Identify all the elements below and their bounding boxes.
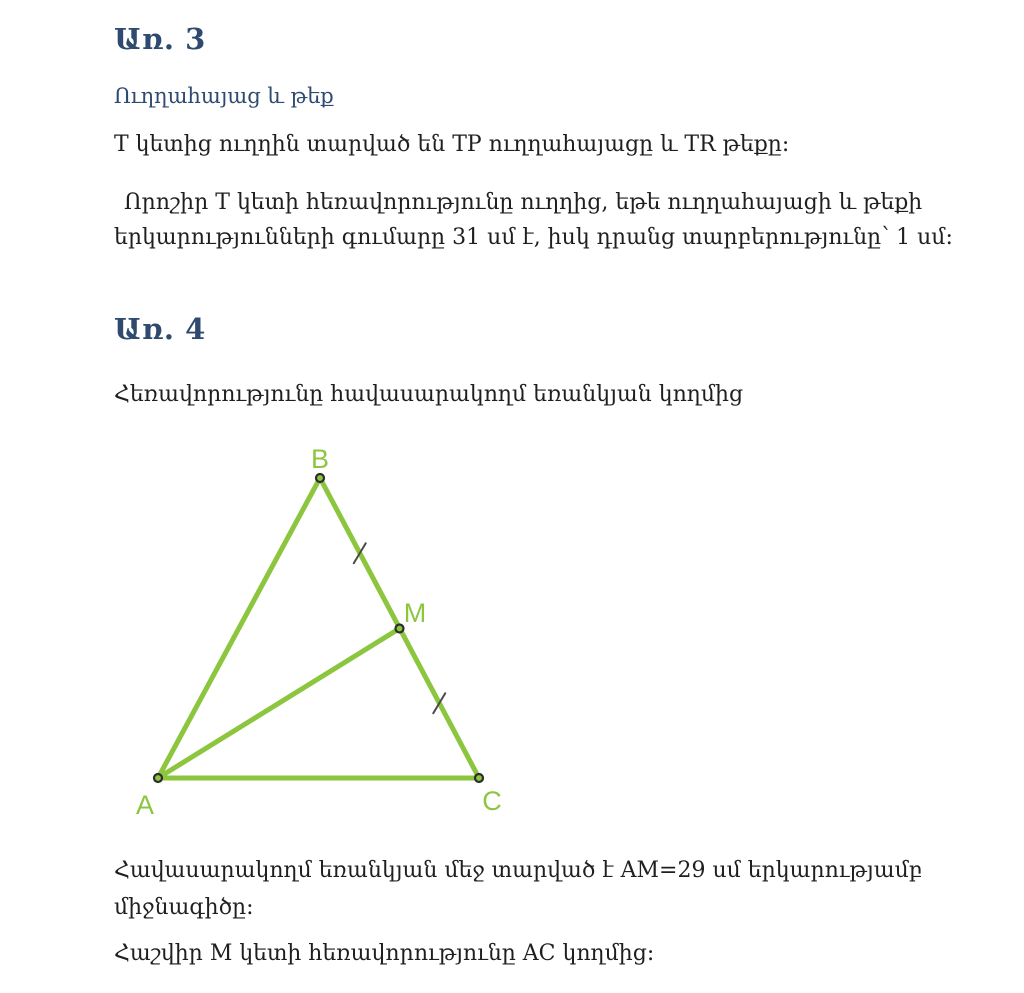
vertex-label-M: M: [403, 598, 427, 628]
problem-3-question-line-1: Որոշիր T կետի հեռավորությունը ուղղից, եթե ուղղահայացի և թեքի: [124, 190, 923, 215]
triangle-figure: [118, 440, 518, 825]
problem-3-subtitle: Ուղղահայաց և թեք: [114, 84, 334, 108]
vertex-point-M: [396, 625, 404, 633]
vertex-label-B: B: [310, 444, 330, 474]
problem-4-question-line: Հաշվիր M կետի հեռավորությունը AC կողմից։: [114, 941, 655, 966]
segment-AB: [158, 478, 320, 778]
vertex-label-C: C: [482, 786, 502, 816]
triangle-figure-svg: [118, 440, 518, 825]
vertex-point-C: [475, 774, 483, 782]
vertex-point-B: [316, 474, 324, 482]
problem-3-statement-line: T կետից ուղղին տարված են TP ուղղահայացը և TR թեքը։: [114, 132, 790, 157]
problem-4-statement-line-2: միջնագիծը։: [114, 895, 254, 920]
segment-AM: [158, 629, 400, 779]
problem-4-heading: Առ. 4: [114, 312, 206, 346]
vertex-point-A: [154, 774, 162, 782]
problem-3-question-line-2: երկարությունների գումարը 31 սմ է, իսկ դրանց տարբերությունը՝ 1 սմ։: [114, 225, 953, 250]
problem-3-heading: Առ. 3: [114, 22, 206, 56]
vertex-label-A: A: [135, 790, 155, 820]
problem-4-statement-line-1: Հավասարակողմ եռանկյան մեջ տարված է AM=29 սմ երկարությամբ: [114, 858, 923, 883]
problem-4-intro-line: Հեռավորությունը հավասարակողմ եռանկյան կողմից: [114, 382, 744, 407]
